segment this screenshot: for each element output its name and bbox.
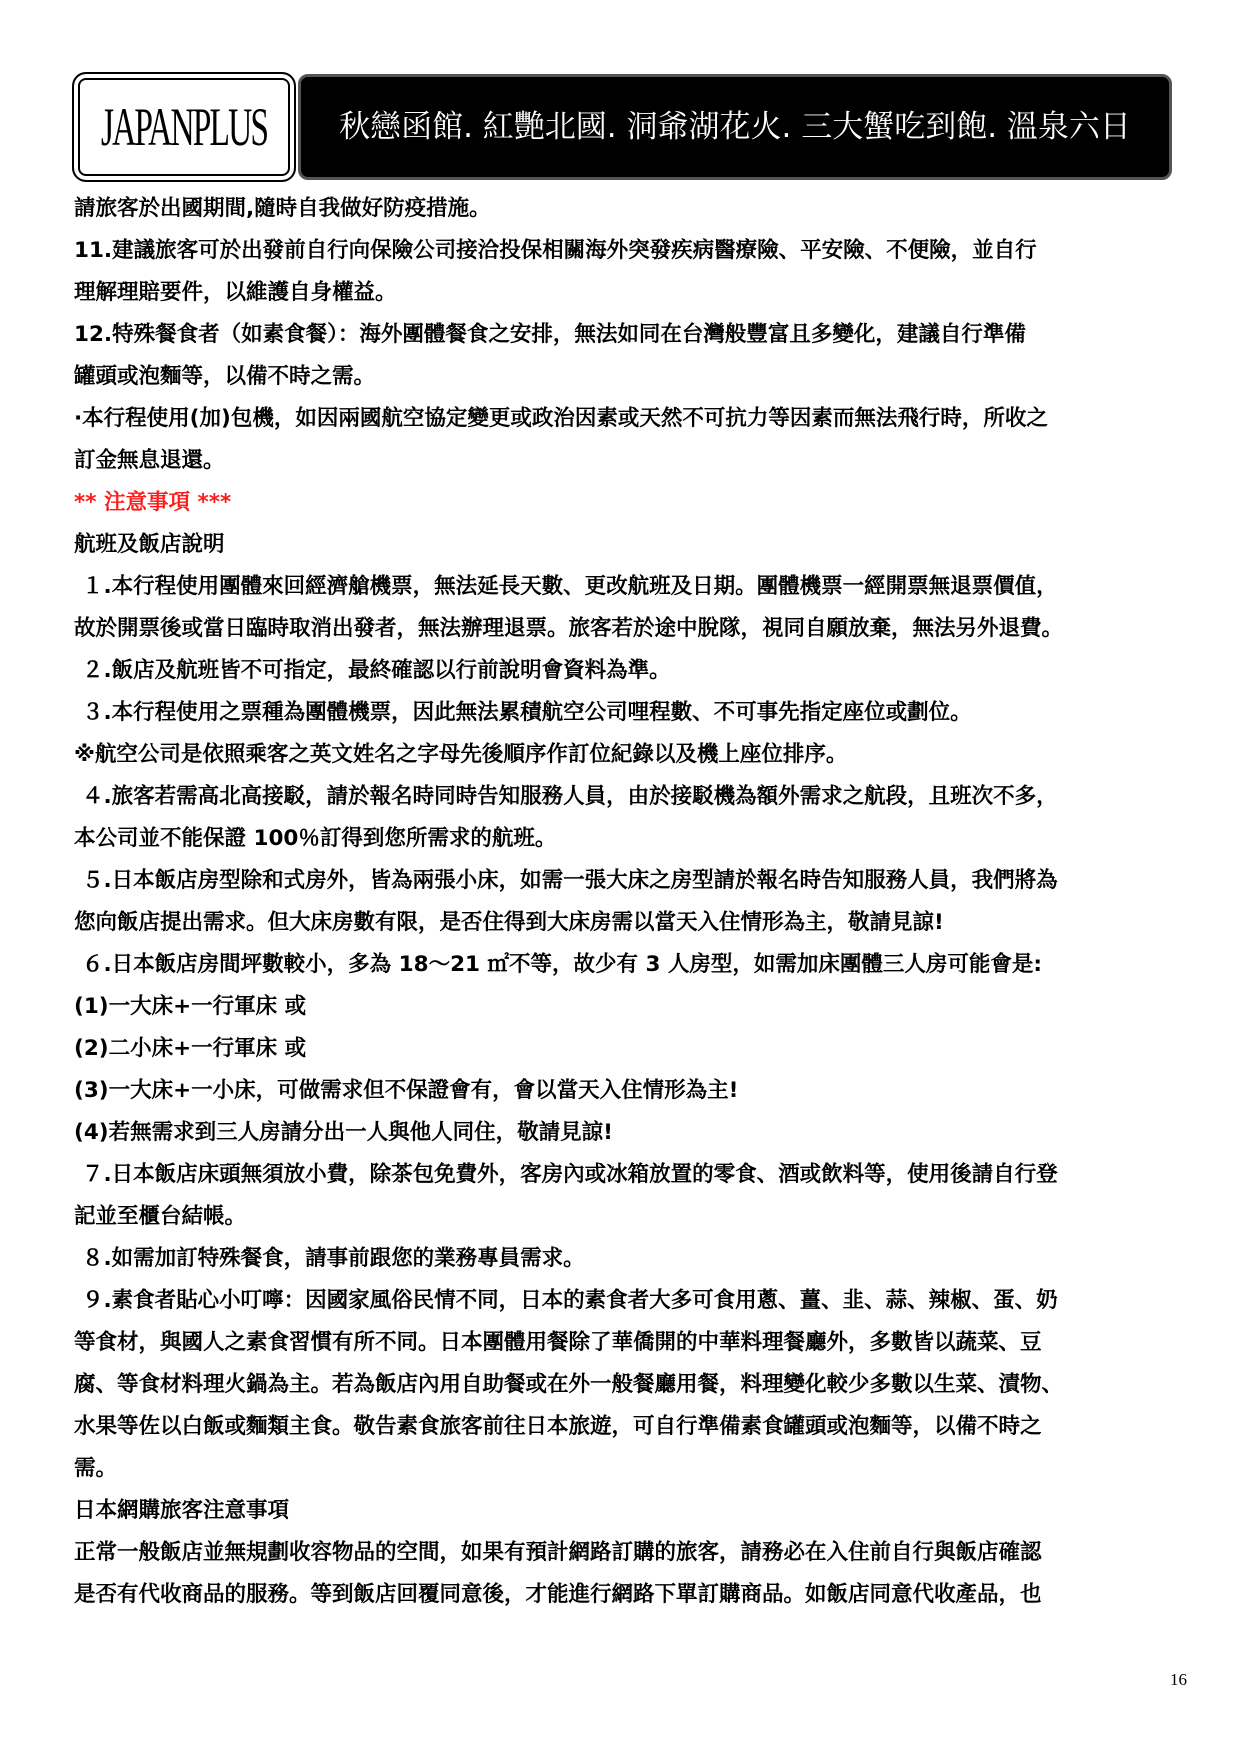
text-line: 航班及飯店說明 [74,532,225,557]
text-line: 故於開票後或當日臨時取消出發者，無法辦理退票。旅客若於途中脫隊，視同自願放棄，無法另外退費。 [74,616,1064,641]
text-line: ６.日本飯店房間坪數較小，多為 18～21 ㎡不等，故少有 3 人房型，如需加床團體三人房可能會是: [82,952,1043,977]
text-line: 正常一般飯店並無規劃收容物品的空間，如果有預計網路訂購的旅客，請務必在入住前自行與飯店確認 [74,1540,1042,1565]
text-line: 是否有代收商品的服務。等到飯店回覆同意後，才能進行網路下單訂購商品。如飯店同意代收產品，也 [74,1582,1042,1607]
text-line: (4)若無需求到三人房請分出一人與他人同住，敬請見諒! [74,1120,613,1145]
text-line: 需。 [74,1456,118,1481]
text-line: 日本網購旅客注意事項 [74,1498,290,1523]
document-body [74,188,1194,1616]
text-line: ３.本行程使用之票種為團體機票，因此無法累積航空公司哩程數、不可事先指定座位或劃位。 [82,700,972,725]
text-line: 本公司並不能保證 100％訂得到您所需求的航班。 [74,826,557,851]
title-bar [298,74,1172,180]
text-line: ４.旅客若需高北高接駁，請於報名時同時告知服務人員，由於接駁機為額外需求之航段，且班次不多， [82,784,1058,809]
text-line: 12.特殊餐食者（如素食餐）：海外團體餐食之安排，無法如同在台灣般豐富且多變化，建議自行準備 [74,322,1026,347]
text-line: ９.素食者貼心小叮嚀：因國家風俗民情不同，日本的素食者大多可食用蔥、薑、韭、蒜、辣椒、蛋、奶 [82,1288,1058,1313]
text-line: 等食材，與國人之素食習慣有所不同。日本團體用餐除了華僑開的中華料理餐廳外，多數皆以蔬菜、豆 [74,1330,1042,1355]
text-line: 訂金無息退還。 [74,448,225,473]
document-header [72,72,1172,186]
text-line: 記並至櫃台結帳。 [74,1204,247,1229]
text-line: 11.建議旅客可於出發前自行向保險公司接洽投保相關海外突發疾病醫療險、平安險、不便險，並自行 [74,238,1037,263]
text-line: ·本行程使用(加)包機，如因兩國航空協定變更或政治因素或天然不可抗力等因素而無法飛行時，所收之 [74,406,1048,431]
text-line: 您向飯店提出需求。但大床房數有限，是否住得到大床房需以當天入住情形為主，敬請見諒! [74,910,944,935]
logo-box [72,72,296,182]
text-line: 理解理賠要件，以維護自身權益。 [74,280,397,305]
text-line: 罐頭或泡麵等，以備不時之需。 [74,364,376,389]
text-line: (2)二小床+一行軍床 或 [74,1036,307,1061]
text-line: 請旅客於出國期間,隨時自我做好防疫措施。 [74,196,491,221]
text-line: ２.飯店及航班皆不可指定，最終確認以行前說明會資料為準。 [82,658,671,683]
text-line: (3)一大床+一小床，可做需求但不保證會有，會以當天入住情形為主! [74,1078,739,1103]
text-line: (1)一大床+一行軍床 或 [74,994,307,1019]
text-line: ８.如需加訂特殊餐食，請事前跟您的業務專員需求。 [82,1246,585,1271]
logo-text: JAPANPLUS [100,97,268,157]
text-line: ５.日本飯店房型除和式房外，皆為兩張小床，如需一張大床之房型請於報名時告知服務人員，我們將為 [82,868,1058,893]
text-line: 腐、等食材料理火鍋為主。若為飯店內用自助餐或在外一般餐廳用餐，料理變化較少多數以生菜、漬物、 [74,1372,1064,1397]
text-line: １.本行程使用團體來回經濟艙機票，無法延長天數、更改航班及日期。團體機票一經開票無退票價值， [82,574,1058,599]
text-line: ** 注意事項 *** [74,490,232,515]
text-line: ※航空公司是依照乘客之英文姓名之字母先後順序作訂位紀錄以及機上座位排序。 [74,742,848,767]
page-number: 16 [1170,1670,1187,1689]
tour-title: 秋戀函館. 紅艷北國. 洞爺湖花火. 三大蟹吃到飽. 溫泉六日 [339,109,1131,145]
text-line: ７.日本飯店床頭無須放小費，除茶包免費外，客房內或冰箱放置的零食、酒或飲料等，使用後請自行登 [82,1162,1058,1187]
text-line: 水果等佐以白飯或麵類主食。敬告素食旅客前往日本旅遊，可自行準備素食罐頭或泡麵等，以備不時之 [74,1414,1042,1439]
